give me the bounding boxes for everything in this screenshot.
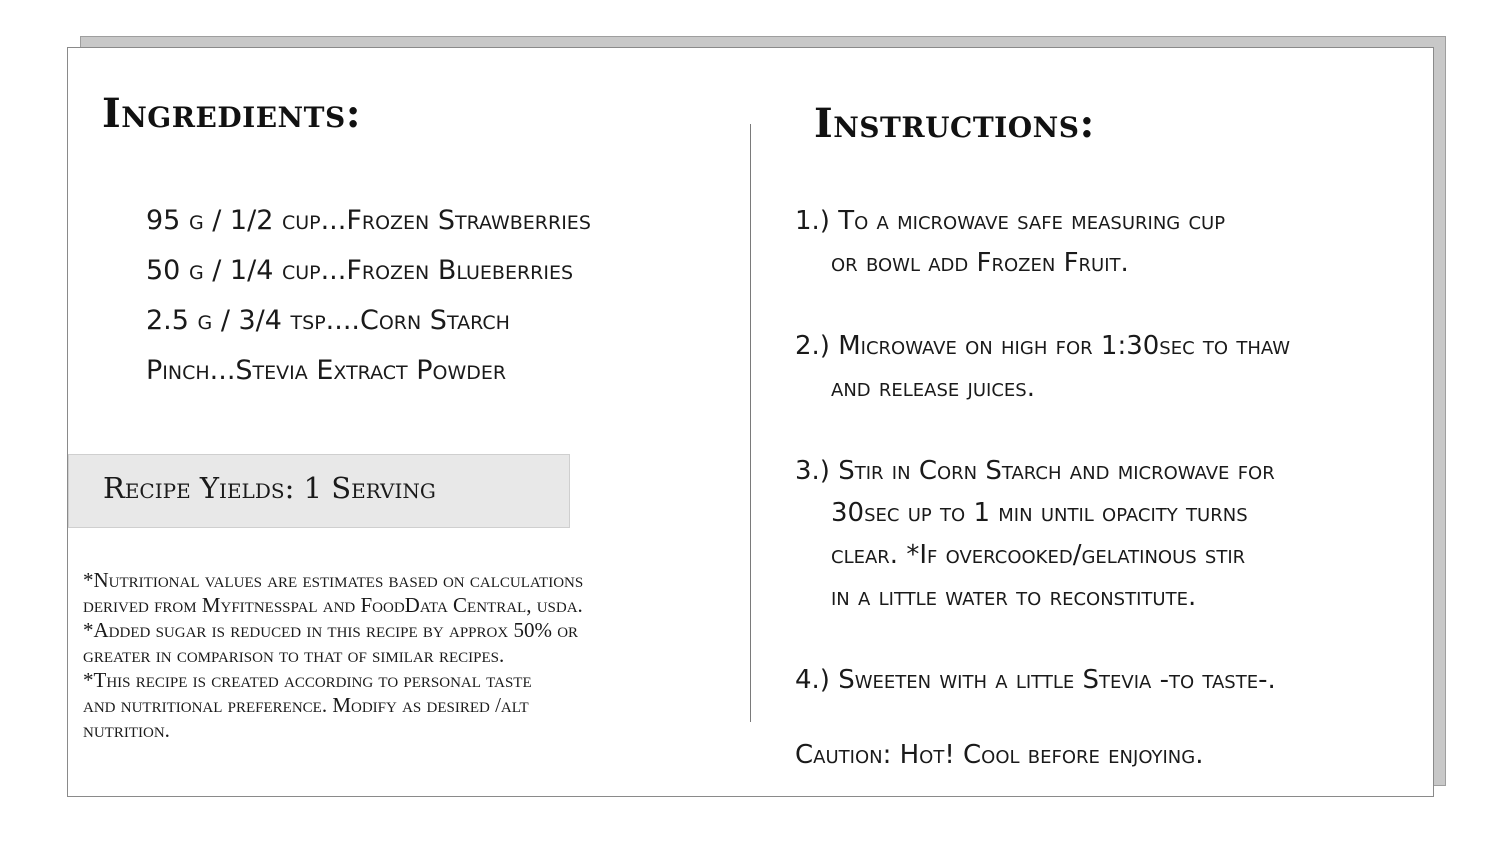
step-line: in a little water to reconstitute.: [831, 582, 1197, 612]
step-line: or bowl add Frozen Fruit.: [831, 248, 1129, 278]
note-line: *This recipe is created according to personal taste: [83, 668, 532, 692]
instruction-step: [795, 200, 1415, 284]
instruction-step: [795, 450, 1415, 618]
caution-text: Caution: Hot! Cool before enjoying.: [795, 740, 1204, 770]
note-line: derived from Myfitnesspal and FoodData Central, usda.: [83, 593, 583, 617]
instructions-steps: [795, 200, 1415, 701]
note-line: *Nutritional values are estimates based on calculations: [83, 568, 584, 592]
instruction-step: [795, 659, 1415, 701]
note-line: *Added sugar is reduced in this recipe by approx 50% or: [83, 618, 579, 642]
step-line: 4.) Sweeten with a little Stevia -to taste-.: [795, 665, 1276, 695]
step-line: 2.) Microwave on high for 1:30sec to thaw: [795, 331, 1291, 361]
ingredient-item: 95 g / 1/2 cup...Frozen Strawberries: [146, 205, 591, 236]
yield-text: Recipe Yields: 1 Serving: [103, 471, 436, 505]
column-divider: [750, 124, 751, 722]
note-line: nutrition.: [83, 718, 170, 742]
note-line: greater in comparison to that of similar recipes.: [83, 643, 505, 667]
step-line: 1.) To a microwave safe measuring cup: [795, 206, 1226, 236]
recipe-card: [67, 47, 1434, 797]
step-line: and release juices.: [831, 373, 1035, 403]
nutrition-notes: [83, 568, 723, 743]
ingredient-item: Pinch...Stevia Extract Powder: [146, 355, 507, 386]
ingredients-title: Ingredients:: [102, 90, 361, 137]
instruction-step: [795, 325, 1415, 409]
ingredients-list: [146, 196, 591, 396]
step-line: clear. *If overcooked/gelatinous stir: [831, 540, 1246, 570]
ingredient-item: 50 g / 1/4 cup...Frozen Blueberries: [146, 255, 574, 286]
instructions-title: Instructions:: [814, 100, 1095, 147]
note-line: and nutritional preference. Modify as desired /alt: [83, 693, 529, 717]
step-line: 30sec up to 1 min until opacity turns: [831, 498, 1248, 528]
ingredient-item: 2.5 g / 3/4 tsp....Corn Starch: [146, 305, 510, 336]
step-line: 3.) Stir in Corn Starch and microwave for: [795, 456, 1275, 486]
yield-box: [68, 454, 570, 528]
